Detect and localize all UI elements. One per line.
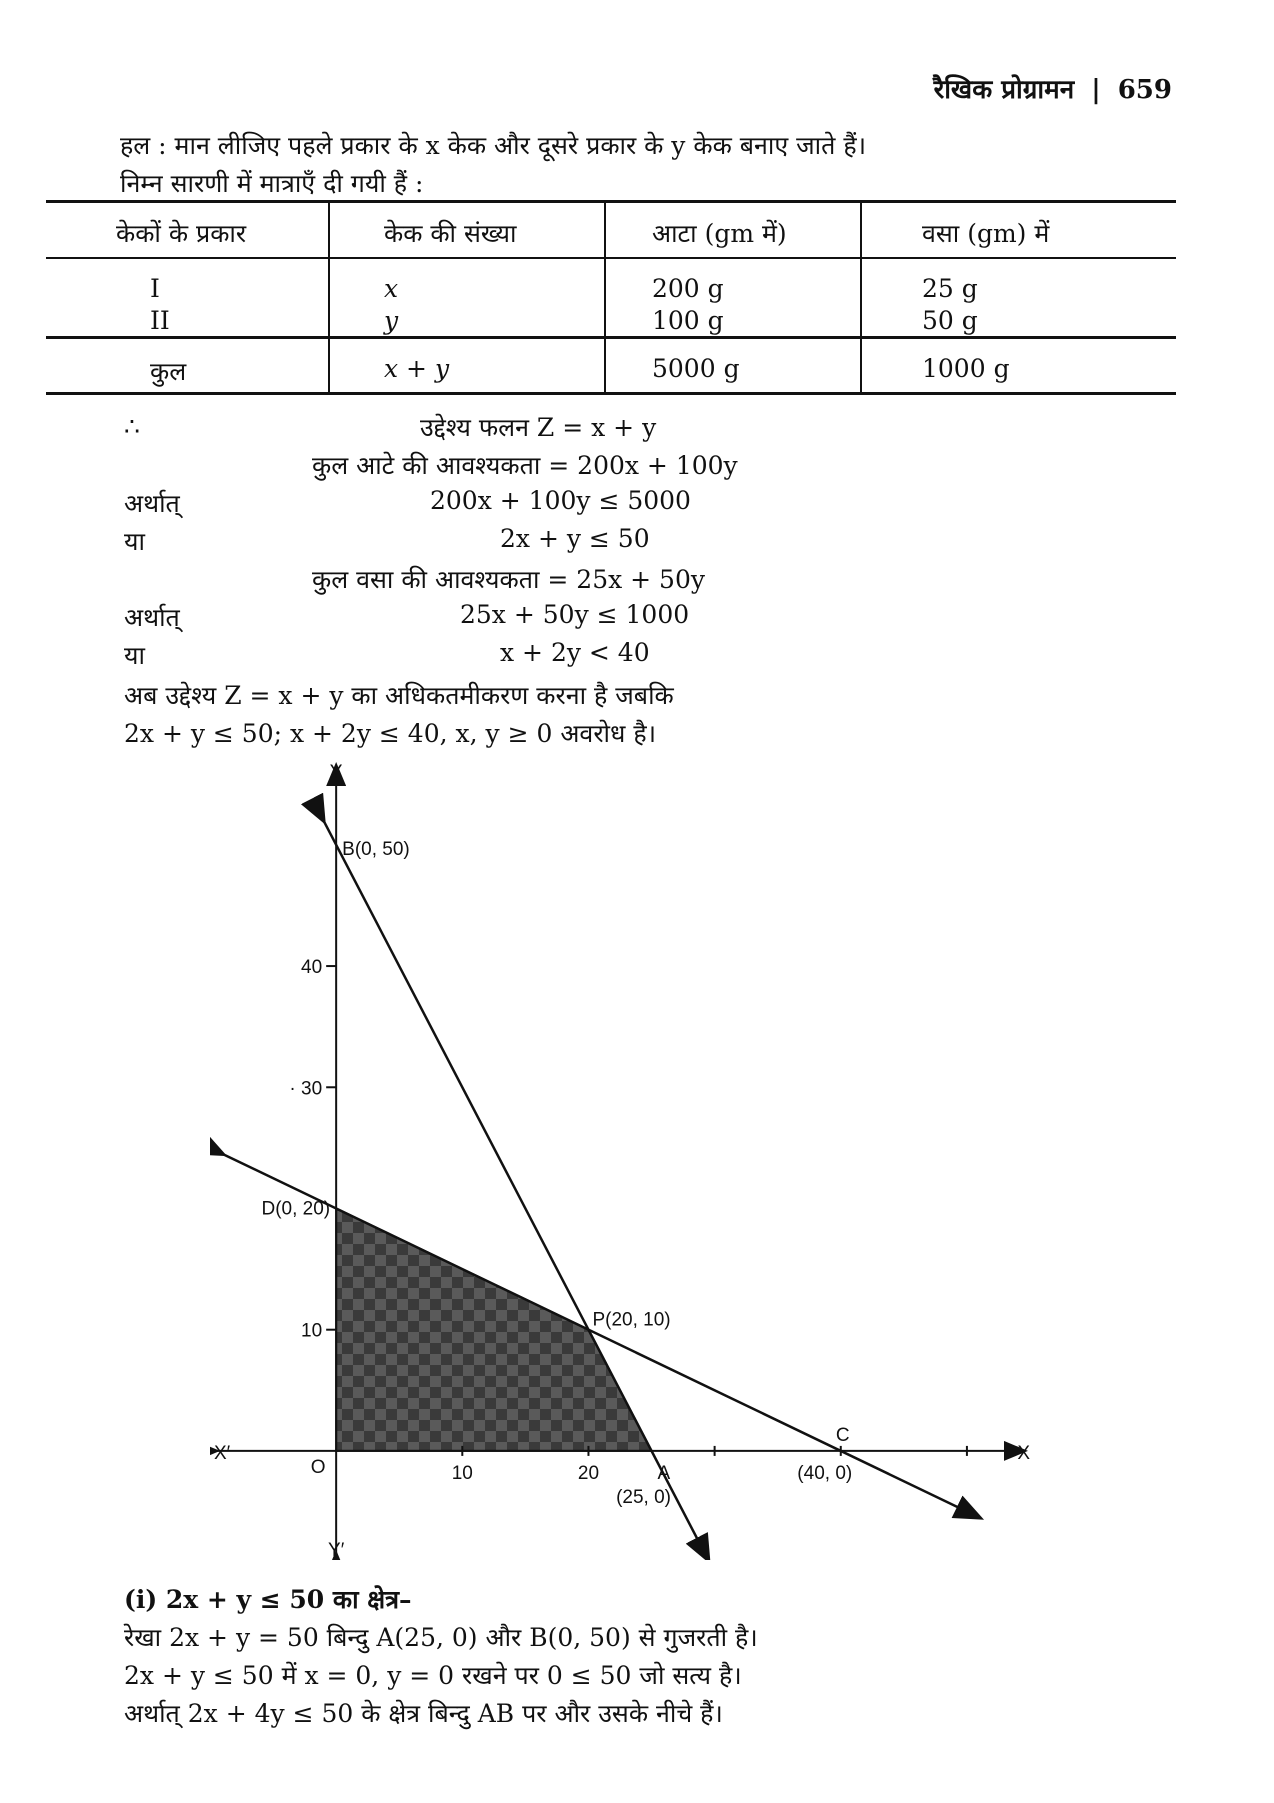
table-rule-header — [46, 257, 1176, 259]
point-coord-a: (25, 0) — [616, 1486, 671, 1508]
y-tick-label: 40 — [301, 957, 323, 979]
table-intro: निम्न सारणी में मात्राएँ दी गयी हैं : — [120, 169, 424, 198]
point-label-d: D(0, 20) — [261, 1198, 331, 1220]
label-ya: या — [124, 641, 145, 670]
fat-inequality: 25x + 50y ≤ 1000 — [460, 600, 690, 629]
solution-intro: हल : मान लीजिए पहले प्रकार के x केक और दूसरे प्रकार के y केक बनाए जाते हैं। — [120, 131, 867, 160]
fat-simplified: x + 2y < 40 — [500, 638, 650, 667]
header-separator: | — [1091, 75, 1101, 105]
x-neg-axis-label: X′ — [214, 1442, 231, 1464]
x-tick-label: 10 — [451, 1462, 473, 1484]
table-header-cell: आटा (gm में) — [652, 219, 787, 248]
table-col-divider — [328, 200, 330, 395]
point-label-a: A — [657, 1462, 671, 1484]
point-label-b: B(0, 50) — [342, 838, 410, 860]
page-number: 659 — [1117, 75, 1172, 105]
y-neg-axis-label: Y′ — [328, 1540, 345, 1560]
table-col-divider — [860, 200, 862, 395]
table-total-cell: x + y — [384, 354, 450, 383]
origin-label: O — [310, 1456, 326, 1478]
label-arthat: अर्थात् — [124, 603, 180, 632]
table-total-cell: 5000 g — [652, 354, 740, 383]
table-total-cell: 1000 g — [922, 354, 1010, 383]
constraint-line: 2x + y ≤ 50; x + 2y ≤ 40, x, y ≥ 0 अवरोध है। — [124, 719, 657, 748]
table-header-cell: वसा (gm) में — [922, 219, 1050, 248]
y-tick-label: · 30 — [289, 1078, 323, 1100]
chapter-title: रैखिक प्रोग्रामन — [933, 75, 1075, 105]
table-cell: x — [384, 274, 399, 303]
region-text-line: 2x + y ≤ 50 में x = 0, y = 0 रखने पर 0 ≤ 50 जो सत्य है। — [124, 1661, 742, 1690]
table-total-cell: कुल — [150, 357, 187, 386]
objective-function: उद्देश्य फलन Z = x + y — [420, 413, 657, 442]
feasible-region-graph — [210, 760, 1030, 1560]
region-text-line: अर्थात् 2x + 4y ≤ 50 के क्षेत्र बिन्दु AB पर और उसके नीचे हैं। — [124, 1699, 723, 1728]
table-header-cell: केकों के प्रकार — [116, 219, 247, 248]
statement-line: अब उद्देश्य Z = x + y का अधिकतमीकरण करना है जबकि — [124, 681, 674, 710]
page-header — [900, 70, 1172, 106]
table-rule-bottom — [46, 392, 1176, 395]
x-tick-label: 20 — [577, 1462, 600, 1484]
table-cell: II — [150, 306, 170, 335]
table-cell: I — [150, 274, 160, 303]
therefore-symbol: ∴ — [124, 412, 140, 441]
table-header-cell: केक की संख्या — [384, 219, 517, 248]
data-table — [46, 200, 1176, 396]
flour-simplified: 2x + y ≤ 50 — [500, 524, 650, 553]
flour-requirement: कुल आटे की आवश्यकता = 200x + 100y — [312, 451, 738, 480]
label-arthat: अर्थात् — [124, 489, 180, 518]
table-rule-top — [46, 200, 1176, 203]
table-rule-total — [46, 336, 1176, 339]
y-tick-label: 10 — [301, 1320, 323, 1342]
fat-requirement: कुल वसा की आवश्यकता = 25x + 50y — [312, 565, 705, 594]
table-cell: 200 g — [652, 274, 724, 303]
region-heading: (i) 2x + y ≤ 50 का क्षेत्र– — [124, 1585, 412, 1614]
point-coord-c: (40, 0) — [797, 1462, 853, 1484]
table-cell: 25 g — [922, 274, 978, 303]
y-axis-label: Y — [329, 762, 343, 783]
point-label-c: C — [835, 1424, 850, 1446]
table-cell: y — [384, 306, 399, 335]
point-label-p: P(20, 10) — [592, 1309, 671, 1331]
flour-inequality: 200x + 100y ≤ 5000 — [430, 486, 691, 515]
table-cell: 100 g — [652, 306, 724, 335]
label-ya: या — [124, 527, 145, 556]
table-col-divider — [604, 200, 606, 395]
region-text-line: रेखा 2x + y = 50 बिन्दु A(25, 0) और B(0, 50) से गुजरती है। — [124, 1623, 758, 1652]
x-axis-label: X — [1017, 1442, 1030, 1464]
table-cell: 50 g — [922, 306, 978, 335]
